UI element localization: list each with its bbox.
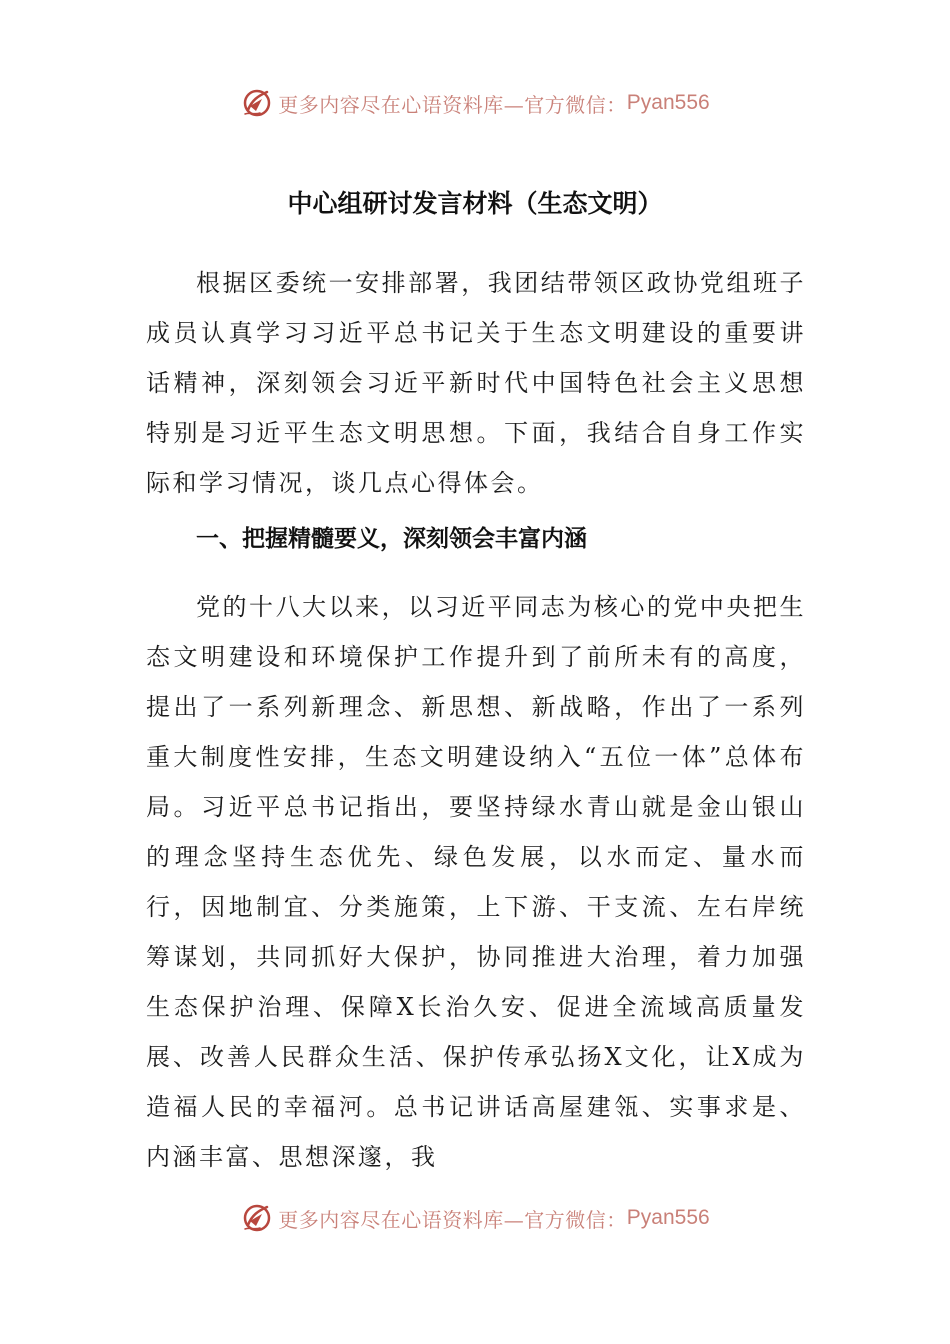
- footer-wechat-id: Pyan556: [626, 1206, 710, 1229]
- footer-brand-text: 更多内容尽在心语资料库—官方微信：: [278, 1207, 627, 1232]
- footer-banner: [0, 1198, 950, 1238]
- signature-pen-logo-icon: [240, 86, 274, 120]
- section-heading-1: 一、把握精髓要义，深刻领会丰富内涵: [196, 526, 587, 552]
- body-paragraph-1: 根据区委统一安排部署，我团结带领区政协党组班子成员认真学习习近平总书记关于生态文明建设的重要讲话精神，深刻领会习近平新时代中国特色社会主义思想特别是习近平生态文明思想。下面，我结合自身工作实际和学习情况，谈几点心得体会。: [146, 269, 806, 497]
- header-banner: [0, 83, 950, 123]
- signature-pen-logo-icon: [240, 1201, 274, 1235]
- header-wechat-id: Pyan556: [626, 91, 710, 114]
- body-paragraph-2: 党的十八大以来，以习近平同志为核心的党中央把生态文明建设和环境保护工作提升到了前所未有的高度，提出了一系列新理念、新思想、新战略，作出了一系列重大制度性安排，生态文明建设纳入“五位一体”总体布局。习近平总书记指出，要坚持绿水青山就是金山银山的理念坚持生态优先、绿色发展，以水而定、量水而行，因地制宜、分类施策，上下游、干支流、左右岸统筹谋划，共同抓好大保护，协同推进大治理，着力加强生态保护治理、保障X长治久安、促进全流域高质量发展、改善人民群众生活、保护传承弘扬X文化，让X成为造福人民的幸福河。总书记讲话高屋建瓴、实事求是、内涵丰富、思想深邃，我: [146, 593, 806, 1171]
- header-brand-text: 更多内容尽在心语资料库—官方微信：: [278, 92, 627, 117]
- document-title: 中心组研讨发言材料（生态文明）: [287, 189, 663, 218]
